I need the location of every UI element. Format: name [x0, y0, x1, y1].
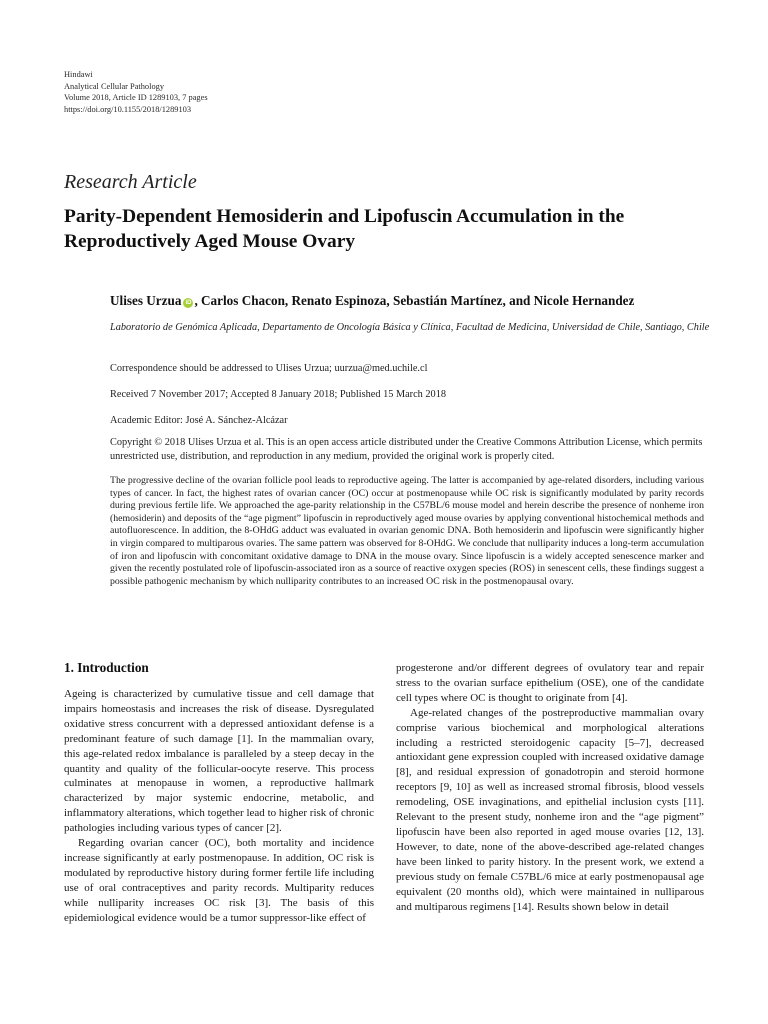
publication-dates: Received 7 November 2017; Accepted 8 January 2018; Published 15 March 2018 [110, 389, 447, 400]
affiliation: Laboratorio de Genómica Aplicada, Departamento de Oncología Básica y Clínica, Facultad de Medicina, Universidad de Chile, Santiago, Chile [110, 322, 710, 333]
paragraph: Regarding ovarian cancer (OC), both mortality and incidence increase significantly at early postmenopause. In addition, OC risk is modulated by reproductive history during former fertile life including use of oral contraceptives and parity records. Multiparity reduces while nulliparity increases OC risk [3]. The basis of this epidemiological evidence would be a tumor suppressor-like effect of [64, 837, 374, 924]
paragraph: Ageing is characterized by cumulative tissue and cell damage that impairs homeostasis and increases the risk of disease. Dysregulated oxidative stress concurrent with a depressed antioxidant defense is a predominant feature of such damage [1]. In the mammalian ovary, this age-related redox imbalance is paralleled by a steep decay in the quantity and quality of the follicular-oocyte reserve. This process culminates at menopause in women, a reproductive hallmark characterized by major systemic endocrine, metabolic, and inflammatory alterations, which together lead to higher risk of chronic pathologies including various types of cancer [2]. [64, 688, 374, 835]
article-title: Parity-Dependent Hemosiderin and Lipofuscin Accumulation in the Reproductively Aged Mouse Ovary [64, 206, 625, 252]
journal-name: Analytical Cellular Pathology [64, 81, 165, 91]
paragraph: progesterone and/or different degrees of ovulatory tear and repair stress to the ovarian surface epithelium (OSE), one of the candidate cell types where OC is thought to originate from [4]. [396, 662, 704, 704]
article-type: Research Article [64, 171, 197, 193]
author-list [110, 293, 634, 309]
paragraph: Age-related changes of the postreproductive mammalian ovary comprise various biochemical and morphological alterations including a restricted steroidogenic capacity [5–7], decreased antioxidant gene expression coupled with increased oxidative damage [8], and residual expression of gonadotropin and steroid hormone receptors [9, 10] as well as increased stromal fibrosis, blood vessels remodeling, OSE invaginations, and epithelial inclusion cysts [11]. Relevant to the present study, nonheme iron and the “age pigment” lipofuscin have been also reported in aged mouse ovaries [12, 13]. However, to date, none of the above-described age-related changes have been linked to parity history. In the present work, we extend a previous study on female C57BL/6 mice at early postmenopausal age equivalent (20 months old), which were maintained in nulliparous and multiparous regimens [14]. Results shown below in detail [396, 706, 704, 913]
journal-header [64, 69, 208, 115]
publisher-name: Hindawi [64, 70, 93, 79]
first-author[interactable]: Ulises Urzua [110, 293, 182, 308]
doi-link[interactable]: https://doi.org/10.1155/2018/1289103 [64, 104, 192, 114]
body-column-left [64, 687, 374, 926]
orcid-icon[interactable]: iD [185, 300, 192, 306]
correspondence: Correspondence should be addressed to Ulises Urzua; uurzua@med.uchile.cl [110, 363, 428, 374]
copyright-notice: Copyright © 2018 Ulises Urzua et al. This is an open access article distributed under the Creative Commons Attribution License, which permits unrestricted use, distribution, and reproduction in any medium, provided the original work is properly cited. [110, 437, 703, 462]
academic-editor: Academic Editor: José A. Sánchez-Alcázar [110, 415, 288, 426]
section-heading-introduction: 1. Introduction [64, 660, 149, 675]
volume-info: Volume 2018, Article ID 1289103, 7 pages [64, 93, 208, 103]
abstract: The progressive decline of the ovarian follicle pool leads to reproductive ageing. The latter is accompanied by age-related disorders, including various types of cancer. In fact, the highest rates of ovarian cancer (OC) occur at postmenopause while OC risk is significantly modulated by parity records during previous fertile life. We approached the age-parity relationship in the C57BL/6 mouse model and herein describe the presence of nonheme iron (hemosiderin) and deposits of the “age pigment” lipofuscin in reproductively aged mouse ovaries by applying conventional histochemical methods and autofluorescence. In addition, the 8-OHdG adduct was evaluated in ovarian genomic DNA. Both hemosiderin and lipofuscin were significantly higher in virgin compared to multiparous ovaries. The same pattern was observed for 8-OHdG. We conclude that nulliparity induces a long-term accumulation of iron and lipofuscin with concomitant oxidative damage to DNA in the mouse ovary. Since lipofuscin is a widely accepted senescence marker and given the recently postulated role of lipofuscin-associated iron as a source of reactive oxygen species (ROS) in senescent cells, these findings suggest a possible pathogenic mechanism by which nulliparity contributes to an increased OC risk in the postmenopausal ovary. [110, 475, 704, 587]
other-authors: , Carlos Chacon, Renato Espinoza, Sebastián Martínez, and Nicole Hernandez [194, 293, 635, 308]
body-column-right [396, 661, 704, 914]
